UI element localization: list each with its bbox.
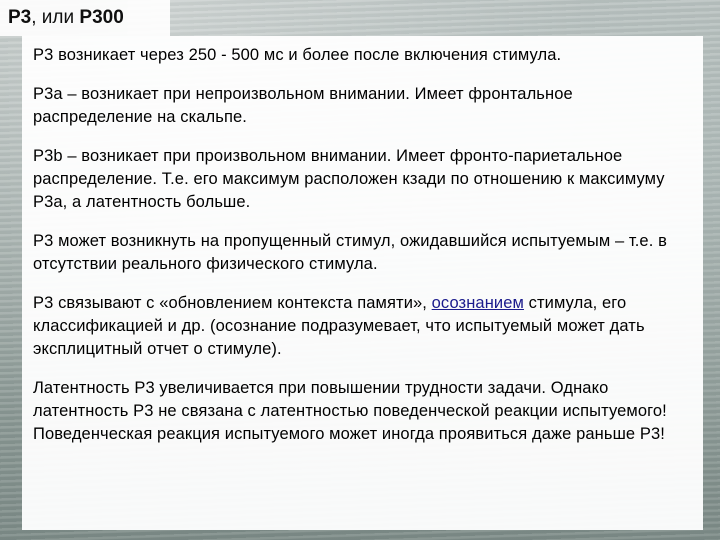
awareness-link[interactable]: осознанием — [431, 294, 524, 312]
paragraph-latency: Латентность P3 увеличивается при повышении трудности задачи. Однако латентность P3 не связана с латентностью поведенческой реакции испытуемого! Поведенческая реакция испытуемого может иногда проявиться даже раньше P3! — [33, 379, 667, 443]
context-text-before: P3 связывают с «обновлением контекста памяти», — [33, 294, 432, 312]
content-box — [22, 36, 703, 530]
paragraph-context-update — [33, 292, 693, 361]
paragraph-p3a: P3a – возникает при непроизвольном внимании. Имеет фронтальное распределение на скальпе. — [33, 85, 573, 126]
slide-title — [8, 7, 124, 29]
title-alt: P300 — [79, 7, 124, 28]
title-connector: , или — [31, 7, 80, 28]
paragraph-p3b: P3b – возникает при произвольном внимании. Имеет фронто-париетальное распределение. Т.е. его максимум расположен кзади по отношению к максимуму P3a, а латентность больше. — [33, 147, 665, 211]
paragraph-missed-stimulus: P3 может возникнуть на пропущенный стимул, ожидавшийся испытуемым – т.е. в отсутствии реального физического стимула. — [33, 232, 667, 273]
context-text-after: стимула, его классификацией и др. (осознание подразумевает, что испытуемый может дать эксплицитный отчет о стимуле). — [33, 294, 645, 358]
title-box — [0, 0, 170, 36]
paragraph-p3-timing: P3 возникает через 250 - 500 мс и более после включения стимула. — [33, 46, 562, 64]
title-main: P3 — [8, 7, 32, 28]
